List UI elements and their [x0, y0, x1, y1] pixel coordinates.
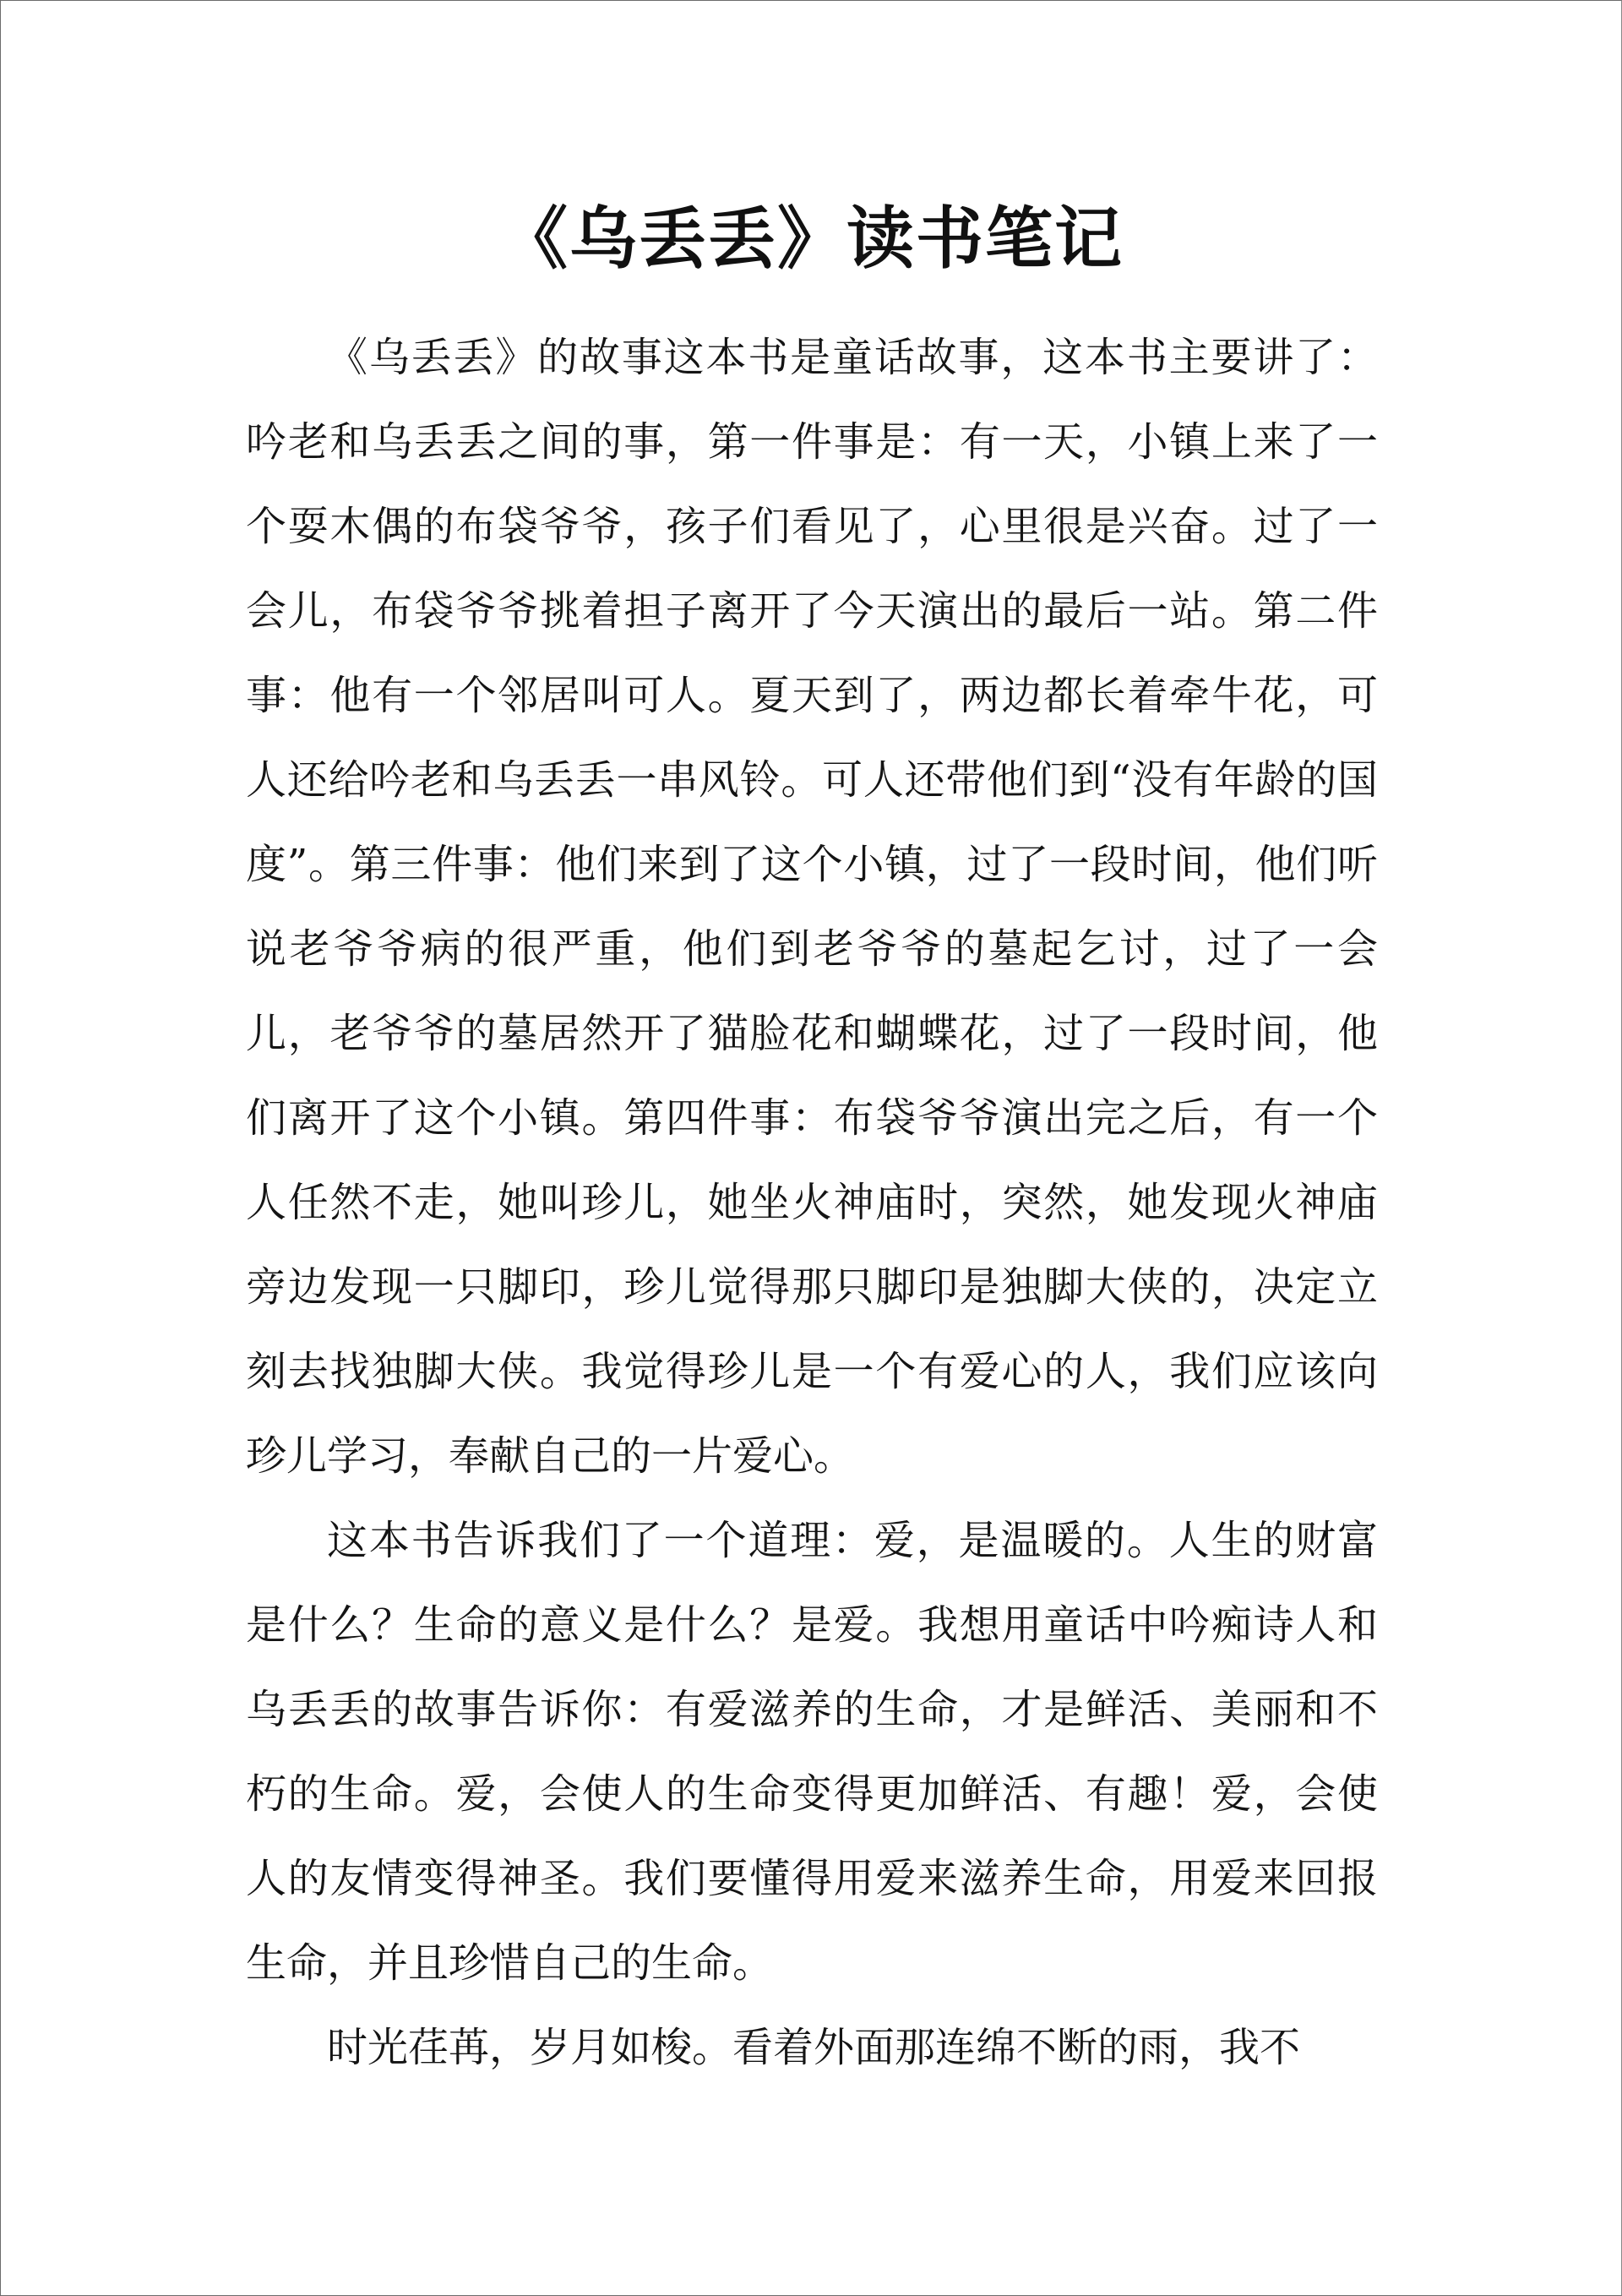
- paragraph-lesson: 这本书告诉我们了一个道理：爱，是温暖的。人生的财富是什么？生命的意义是什么？是爱。我想用童话中吟痴诗人和乌丢丢的故事告诉你：有爱滋养的生命，才是鲜活、美丽和不朽的生命。爱，会使人的生命变得更加鲜活、有趣！爱，会使人的友情变得神圣。我们要懂得用爱来滋养生命，用爱来回报生命，并且珍惜自己的生命。: [246, 1517, 1378, 1987]
- document-title: 《乌丢丢》读书笔记: [500, 199, 1124, 278]
- paragraph-summary: 《乌丢丢》的故事这本书是童话故事，这本书主要讲了：吟老和乌丢丢之间的事，第一件事是：有一天，小镇上来了一个耍木偶的布袋爷爷，孩子们看见了，心里很是兴奋。过了一会儿，布袋爷爷挑着担子离开了今天演出的最后一站。第二件事：他有一个邻居叫可人。夏天到了，两边都长着牵牛花，可人还给吟老和乌丢丢一串风铃。可人还带他们到“没有年龄的国度”。第三件事：他们来到了这个小镇，过了一段时间，他们听说老爷爷病的很严重，他们到老爷爷的墓起乞讨，过了一会儿，老爷爷的墓居然开了猫脸花和蝴蝶花，过了一段时间，他们离开了这个小镇。第四件事：布袋爷爷演出完之后，有一个人任然不走，她叫珍儿，她坐火神庙时，突然，她发现火神庙旁边发现一只脚印，珍儿觉得那只脚印是独脚大侠的，决定立刻去找独脚大侠。我觉得珍儿是一个有爱心的人，我们应该向珍儿学习，奉献自己的一片爱心。: [246, 334, 1378, 1480]
- document-body: [246, 315, 1378, 2090]
- paragraph-closing: 时光荏苒，岁月如梭。看着外面那连绵不断的雨，我不: [327, 2024, 1301, 2071]
